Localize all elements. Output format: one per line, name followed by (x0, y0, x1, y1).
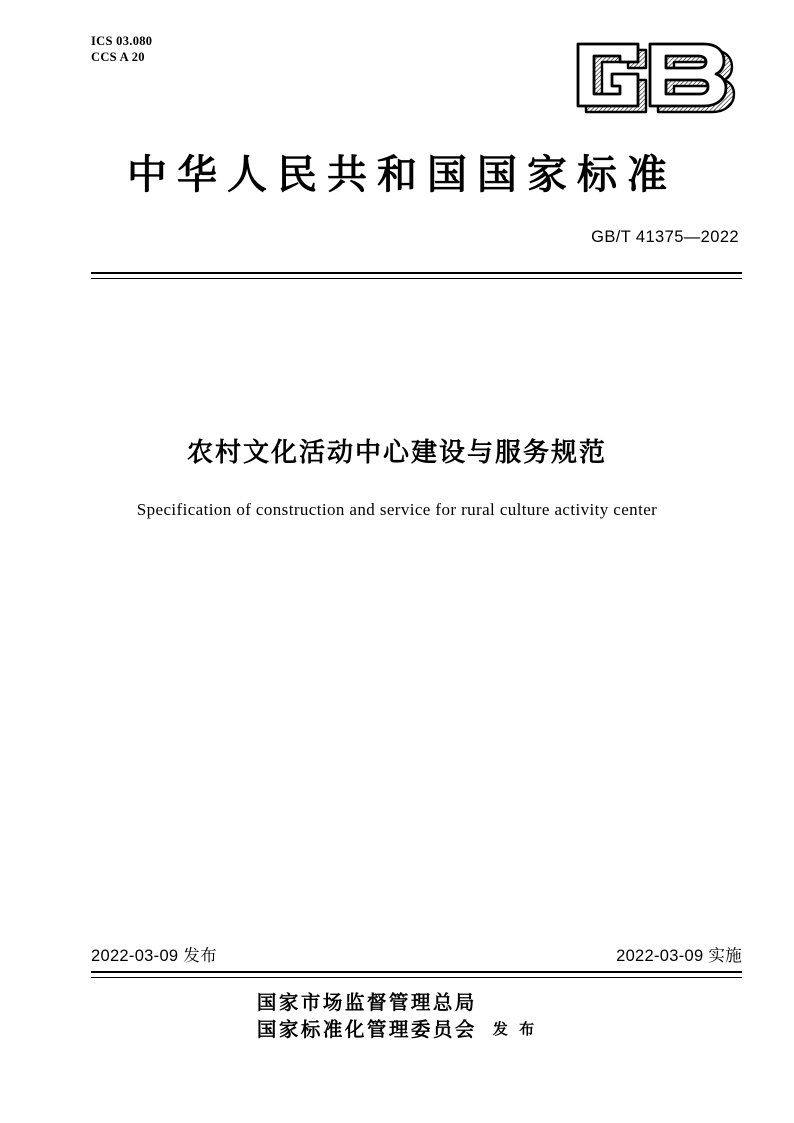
divider-top-thick (91, 272, 742, 274)
publisher-verb: 发 布 (492, 1020, 538, 1038)
publisher-line-1: 国家市场监督管理总局 (256, 991, 477, 1014)
implementation-date: 2022-03-09 实施 (616, 947, 742, 965)
document-title-english: Specification of construction and service for rural culture activity center (136, 500, 658, 519)
divider-bottom-thin (91, 977, 742, 978)
publisher-block (0, 989, 794, 1043)
publisher-names (257, 989, 477, 1043)
divider-top-thin (91, 278, 742, 279)
document-title-chinese: 农村文化活动中心建设与服务规范 (186, 438, 607, 468)
publisher-line-2: 国家标准化管理委员会 (256, 1018, 477, 1041)
standard-number: GB/T 41375—2022 (591, 228, 739, 246)
ccs-code: CCS A 20 (91, 50, 145, 64)
gb-emblem-icon (572, 40, 742, 122)
issue-date: 2022-03-09 发布 (91, 947, 217, 965)
date-line (91, 942, 742, 968)
national-standard-title: 中华人民共和国国家标准 (127, 151, 677, 198)
classification-codes (91, 33, 152, 65)
divider-bottom-thick (91, 971, 742, 973)
ics-code: ICS 03.080 (91, 34, 153, 48)
